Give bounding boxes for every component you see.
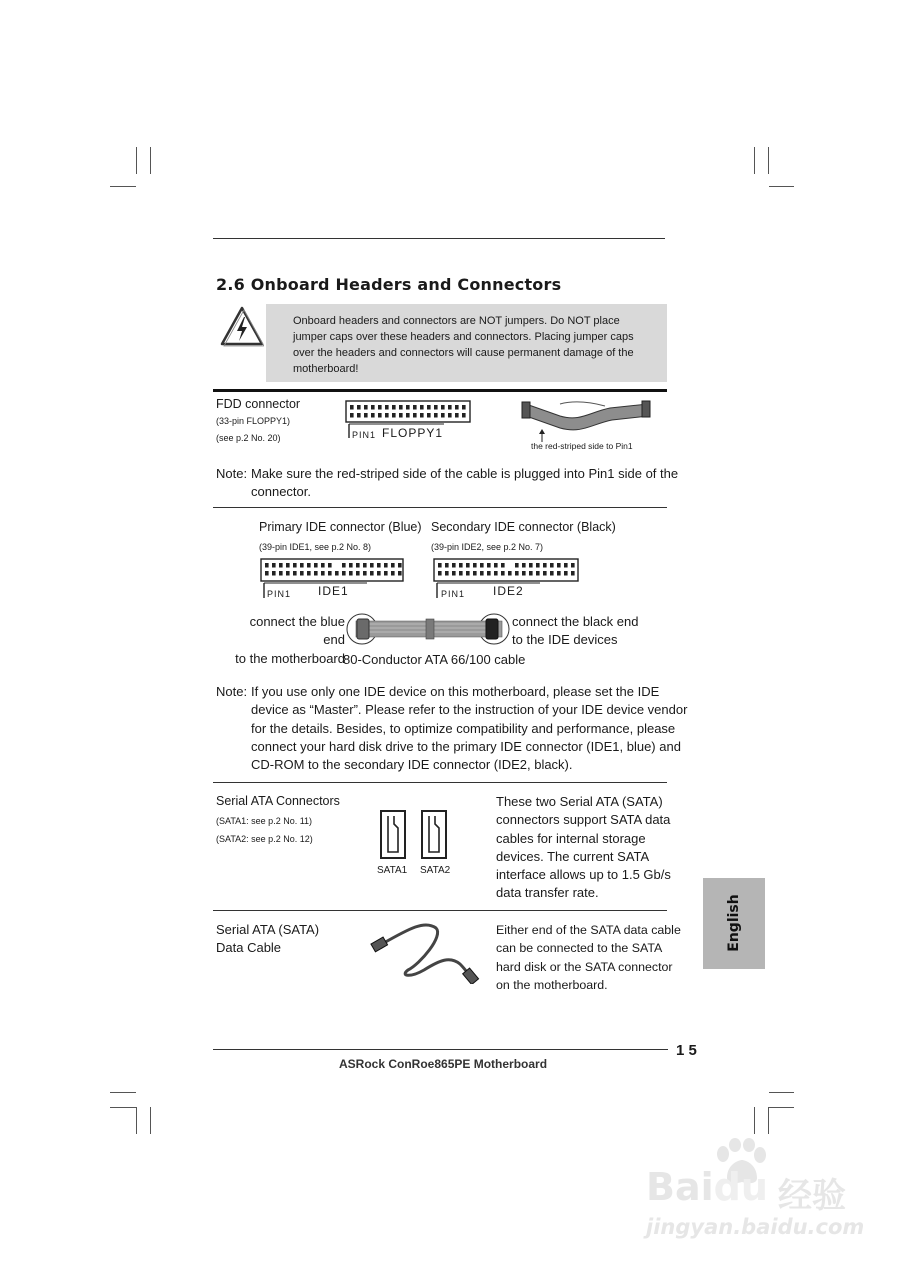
section-rule [213, 910, 667, 911]
crop-mark [136, 1107, 137, 1134]
secondary-ide-ref: (39-pin IDE2, see p.2 No. 7) [431, 542, 544, 552]
fdd-pin1-label: PIN1 [352, 430, 377, 440]
top-rule [213, 238, 665, 239]
crop-mark [769, 186, 794, 187]
ide-note-text: If you use only one IDE device on this motherboard, please set the IDE device as “Master”. Please refer to the instruction of your IDE device vendor for the details. Besides, to optimize compatibility and performance, please connect your hard disk drive to the primary IDE connector (IDE1, blue) and CD-ROM to the secondary IDE connector (IDE2, black). [251, 684, 688, 773]
section-rule [213, 507, 667, 508]
crop-mark [110, 1107, 136, 1108]
ide-cable-label: 80-Conductor ATA 66/100 cable [343, 652, 526, 667]
crop-mark [754, 1107, 755, 1134]
section-rule [213, 782, 667, 783]
ide1-label: IDE1 [318, 584, 349, 598]
section-rule-thick [213, 389, 667, 392]
fdd-pins: (33-pin FLOPPY1) [216, 416, 291, 426]
crop-mark [768, 147, 769, 174]
crop-mark [754, 147, 755, 174]
sata-ref2: (SATA2: see p.2 No. 12) [216, 834, 313, 844]
sata2-label: SATA2 [420, 865, 451, 876]
crop-mark [768, 1107, 794, 1108]
sata-cable-description: Either end of the SATA data cable can be connected to the SATA hard disk or the SATA connector on the motherboard. [496, 923, 681, 992]
watermark-brand: Baidu [646, 1165, 768, 1209]
secondary-ide-title: Secondary IDE connector (Black) [431, 520, 616, 534]
ide2-pin1-label: PIN1 [441, 589, 466, 599]
footer-product: ASRock ConRoe865PE Motherboard [339, 1057, 548, 1071]
ide-cable-image [346, 611, 512, 647]
primary-ide-title: Primary IDE connector (Blue) [259, 520, 422, 534]
fdd-note-text: Make sure the red-striped side of the cable is plugged into Pin1 side of the connector. [251, 466, 679, 500]
crop-mark [150, 147, 151, 174]
sata2-connector-diagram [421, 810, 447, 860]
sata1-connector-diagram [380, 810, 406, 860]
watermark-url: jingyan.baidu.com [646, 1215, 865, 1239]
fdd-note-label: Note: [216, 466, 248, 481]
crop-mark [150, 1107, 151, 1134]
page-number: 1 5 [676, 1042, 697, 1059]
crop-mark [768, 1107, 769, 1134]
crop-mark [110, 1092, 136, 1093]
watermark-cn: 经验 [778, 1176, 846, 1216]
fdd-header-name: FLOPPY1 [382, 426, 444, 440]
primary-ide-ref: (39-pin IDE1, see p.2 No. 8) [259, 542, 372, 552]
crop-mark [110, 186, 136, 187]
crop-mark [769, 1092, 794, 1093]
crop-mark [136, 147, 137, 174]
fdd-ref: (see p.2 No. 20) [216, 433, 281, 443]
ide1-pin1-label: PIN1 [267, 589, 292, 599]
fdd-label: FDD connector [216, 397, 301, 411]
language-tab-label: English [726, 894, 742, 952]
sata-description: These two Serial ATA (SATA) connectors support SATA data cables for internal storage devices. The current SATA interface allows up to 1.5 Gb/s data transfer rate. [496, 794, 671, 901]
sata-ref1: (SATA1: see p.2 No. 11) [216, 816, 313, 826]
sata-title: Serial ATA Connectors [216, 794, 340, 808]
section-title: 2.6 Onboard Headers and Connectors [216, 275, 562, 294]
sata-cable-title: Serial ATA (SATA) Data Cable [216, 922, 320, 956]
footer-rule [213, 1049, 668, 1050]
ide-black-end-note: connect the black end to the IDE devices [512, 614, 639, 648]
ide-note-label: Note: [216, 684, 248, 699]
ide2-label: IDE2 [493, 584, 524, 598]
ide-blue-end-note: connect the blue end to the motherboard [235, 614, 345, 666]
sata-cable-image [370, 920, 480, 984]
language-tab [703, 878, 765, 969]
warning-icon [220, 305, 264, 347]
fdd-stripe-note: the red-striped side to Pin1 [531, 441, 633, 451]
sata1-label: SATA1 [377, 865, 408, 876]
warning-text: Onboard headers and connectors are NOT jumpers. Do NOT place jumper caps over these headers and connectors. Placing jumper caps over the headers and connectors will cause permanent damage of the motherboard! [293, 315, 634, 375]
